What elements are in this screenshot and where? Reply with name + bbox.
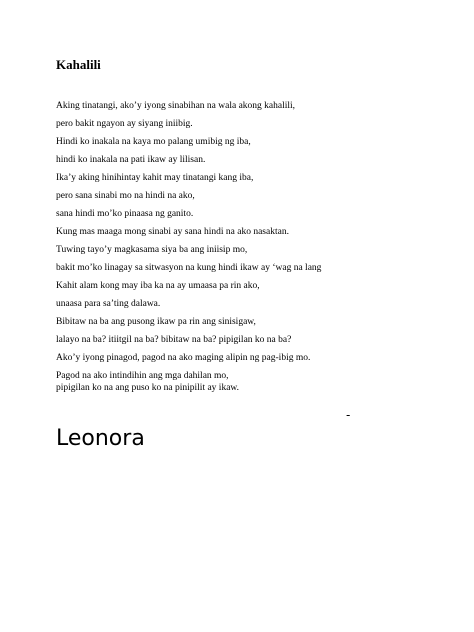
poem-line: sana hindi mo’ko pinaasa ng ganito. — [56, 209, 194, 219]
poem-line: Bibitaw na ba ang pusong ikaw pa rin ang sinisigaw, — [56, 317, 256, 327]
poem-line: unaasa para sa’ting dalawa. — [56, 299, 161, 309]
author-name: Leonora — [56, 426, 145, 451]
poem-line: Pagod na ako intindihin ang mga dahilan mo, — [56, 371, 229, 381]
stanza — [56, 370, 456, 394]
poem-line: Ika’y aking hinihintay kahit may tinatangi kang iba, — [56, 173, 254, 183]
stanza — [56, 334, 456, 346]
stanza — [56, 352, 456, 364]
stanza — [56, 208, 456, 220]
poem-line: Tuwing tayo’y magkasama siya ba ang iniisip mo, — [56, 245, 248, 255]
stanza — [56, 172, 456, 184]
stanza — [56, 262, 456, 274]
poem-line: lalayo na ba? itiitgil na ba? bibitaw na ba? pipigilan ko na ba? — [56, 335, 292, 345]
stanza — [56, 280, 456, 292]
stanza — [56, 226, 456, 238]
stanza — [56, 154, 456, 166]
poem-line: hindi ko inakala na pati ikaw ay lilisan. — [56, 155, 206, 165]
poem-line: Aking tinatangi, ako’y iyong sinabihan na wala akong kahalili, — [56, 101, 296, 111]
poem-line: pero bakit ngayon ay siyang iniibig. — [56, 119, 193, 129]
stanza — [56, 316, 456, 328]
stanza — [56, 244, 456, 256]
poem-line: pero sana sinabi mo na hindi na ako, — [56, 191, 195, 201]
poem-line: Kahit alam kong may iba ka na ay umaasa pa rin ako, — [56, 281, 260, 291]
stanza — [56, 118, 456, 130]
stanza — [56, 100, 456, 112]
signature-dash: - — [346, 408, 351, 422]
poem-line: Hindi ko inakala na kaya mo palang umibig ng iba, — [56, 137, 251, 147]
poem-title: Kahalili — [56, 57, 101, 72]
poem-line: Ako’y iyong pinagod, pagod na ako maging alipin ng pag-ibig mo. — [56, 353, 311, 363]
stanza — [56, 190, 456, 202]
poem-line: bakit mo’ko linagay sa sitwasyon na kung hindi ikaw ay ‘wag na lang — [56, 263, 322, 273]
stanza — [56, 136, 456, 148]
poem-line: pipigilan ko na ang puso ko na pinipilit ay ikaw. — [56, 383, 240, 393]
poem-body — [56, 100, 456, 400]
stanza — [56, 298, 456, 310]
poem-line: Kung mas maaga mong sinabi ay sana hindi na ako nasaktan. — [56, 227, 289, 237]
